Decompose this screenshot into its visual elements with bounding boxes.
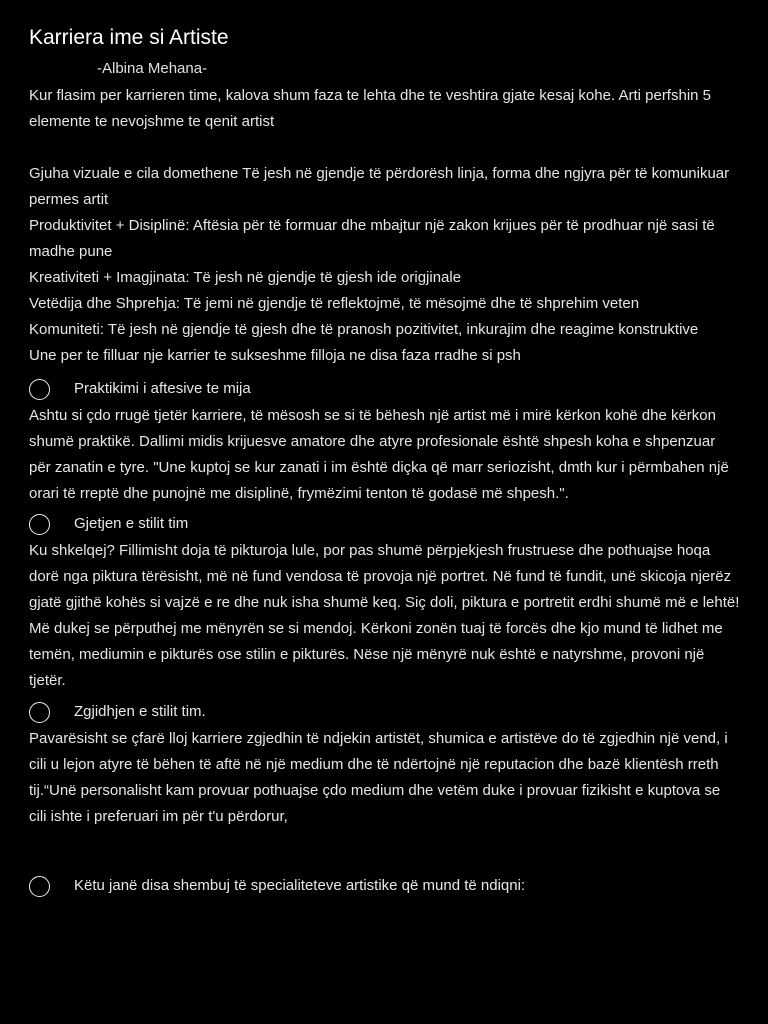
choosing-style-paragraph: Pavarësisht se çfarë lloj karriere zgjedhin të ndjekin artistët, shumica e artistëve do të zgjedhin një vend, i cili u lejon atyre të bëhen të aftë në një medium dhe të ndërtojnë një reputacion dhe bazë klientësh rreth tij.“Unë personalisht kam provuar pothuajse çdo medium dhe vetëm duke i provuar fizikisht e kuptova se cili ishte i preferuari im për t'u përdorur,: [29, 730, 728, 825]
document-page: [29, 24, 741, 900]
checklist-label: Gjetjen e stilit tim: [74, 515, 189, 532]
checklist-label: Këtu janë disa shembuj të specialiteteve artistike që mund të ndiqni:: [74, 877, 526, 894]
element-community: Komuniteti: Të jesh në gjendje të gjesh dhe të pranosh pozitivitet, inkurajim dhe reagime konstruktive: [29, 321, 699, 338]
blank-line: [29, 135, 741, 161]
checklist-label: Praktikimi i aftesive te mija: [74, 380, 251, 397]
checkbox-circle-icon[interactable]: [29, 876, 50, 897]
checkbox-circle-icon[interactable]: [29, 379, 50, 400]
checklist-label: Zgjidhjen e stilit tim.: [74, 703, 206, 720]
intro-paragraph: Kur flasim per karrieren time, kalova shum faza te lehta dhe te veshtira gjate kesaj kohe. Arti perfshin 5 elemente te nevojshme te qenit artist: [29, 87, 712, 130]
phases-intro: Une per te filluar nje karrier te sukseshme filloja ne disa faza rradhe si psh: [29, 347, 521, 364]
checklist-item-finding-style: [29, 510, 741, 538]
element-productivity: Produktivitet + Disiplinë: Aftësia për të formuar dhe mbajtur një zakon krijues për të prodhuar një sasi të madhe pune: [29, 217, 715, 260]
practice-paragraph: Ashtu si çdo rrugë tjetër karriere, të mësosh se si të bëhesh një artist më i mirë kërkon kohë dhe kërkon shumë praktikë. Dallimi midis krijuesve amatore dhe atyre profesionale është shpesh koha e shpenzuar për zanatin e tyre. "Une kuptoj se kur zanati i im është diçka që marr seriozisht, dmth kur i përmbahen një orari të rreptë dhe punojnë me disiplinë, frymëzimi tenton të godasë më shpesh.".: [29, 407, 729, 502]
checkbox-circle-icon[interactable]: [29, 702, 50, 723]
element-visual-language: Gjuha vizuale e cila domethene Të jesh në gjendje të përdorësh linja, forma dhe ngjyra për të komunikuar permes artit: [29, 165, 730, 208]
element-creativity: Kreativiteti + Imagjinata: Të jesh në gjendje të gjesh ide origjinale: [29, 269, 462, 286]
finding-style-paragraph: Ku shkelqej? Fillimisht doja të pikturoja lule, por pas shumë përpjekjesh frustruese dhe pothuajse hoqa dorë nga piktura tërësisht, më në fund vendosa të provoja një portret. Në fund të fundit, unë skicoja njerëz gjatë gjithë kohës si vajzë e re dhe nuk isha shumë keq. Siç doli, piktura e portretit erdhi shumë më e lehtë! Më dukej se përputhej me mënyrën se si mendoj. Kërkoni zonën tuaj të forcës dhe kjo mund të lidhet me temën, mediumin e pikturës ose stilin e pikturës. Nëse një mënyrë nuk është e natyrshme, provoni një tjetër.: [29, 542, 740, 689]
checkbox-circle-icon[interactable]: [29, 514, 50, 535]
document-title: Karriera ime si Artiste: [29, 26, 229, 49]
checklist-item-choosing-style: [29, 698, 741, 726]
checklist-item-specialties: [29, 872, 741, 900]
checklist-item-practice: [29, 375, 741, 403]
author-line: -Albina Mehana-: [97, 60, 208, 77]
element-awareness: Vetëdija dhe Shprehja: Të jemi në gjendje të reflektojmë, të mësojmë dhe të shprehim veten: [29, 295, 640, 312]
